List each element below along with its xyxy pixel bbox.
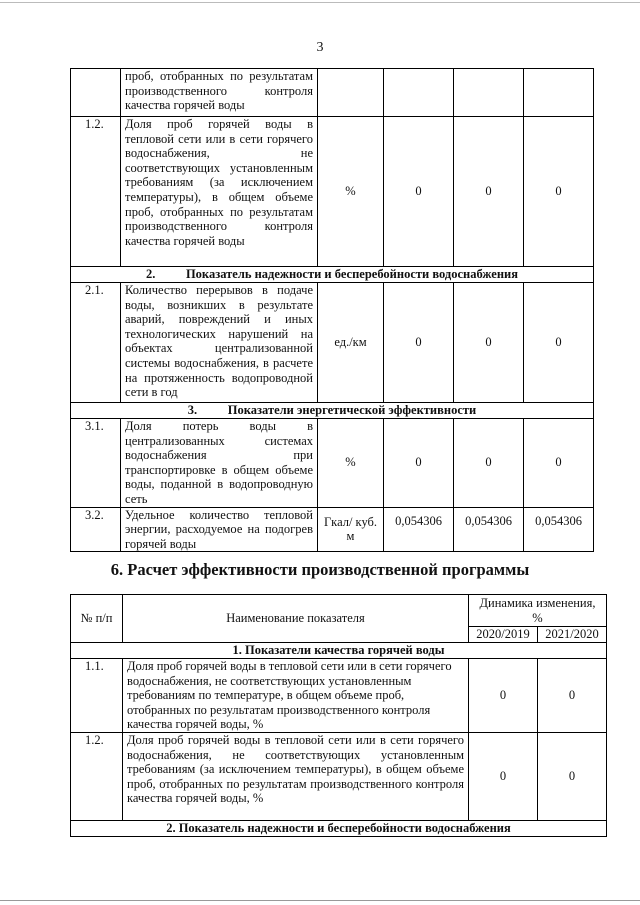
indicator-name: Доля проб горячей воды в тепловой сети или в сети горячего водоснабжения, не соответствующих установленным требованиям (за исключением температуры), в общем объеме проб, отобранных по результатам производственного контроля качества горячей воды [121,117,318,267]
section-heading [71,267,594,283]
indicator-name: Доля проб горячей воды в тепловой сети или в сети горячего водоснабжения, не соответствующих установленным требованиям по температуре, в общем объеме проб, отобранных по результатам производственного контроля качества горячей воды, % [123,659,469,733]
indicator-name: Доля потерь воды в централизованных системах водоснабжения при транспортировке в общем объеме воды, поданной в водопроводную сеть [121,419,318,508]
value-cell: 0 [384,117,454,267]
header-num: № п/п [71,595,123,643]
value-cell: 0 [469,733,538,821]
unit-cell: % [318,117,384,267]
indicator-name: Удельное количество тепловой энергии, расходуемое на подогрев горячей воды [121,507,318,552]
table-row [71,419,594,508]
section-row [71,643,607,659]
section-heading: 2. Показатель надежности и бесперебойности водоснабжения [71,821,607,837]
section-number: 3. [187,403,198,417]
header-dynamics: Динамика изменения, % [469,595,607,627]
page-number: 3 [316,40,324,55]
value-cell: 0 [454,419,524,508]
row-number: 1.1. [71,659,123,733]
efficiency-table [70,594,607,837]
header-name: Наименование показателя [123,595,469,643]
table-row [71,283,594,403]
value-cell: 0 [384,419,454,508]
unit-cell: ед./км [318,283,384,403]
section-heading-6: 6. Расчет эффективности производственной программы [110,560,530,579]
section-row [71,821,607,837]
section-title: Показатель надежности и бесперебойности водоснабжения [185,267,519,281]
header-year: 2020/2019 [469,627,538,643]
value-cell: 0 [524,419,594,508]
value-cell: 0 [384,283,454,403]
section-number: 2. [145,267,156,281]
value-cell: 0 [469,659,538,733]
value-cell: 0,054306 [384,507,454,552]
table-row [71,659,607,733]
unit-cell [318,69,384,117]
table-row [71,733,607,821]
unit-cell: Гкал/ куб. м [318,507,384,552]
value-cell: 0 [524,283,594,403]
row-number [71,69,121,117]
row-number: 1.2. [71,733,123,821]
value-cell: 0 [538,733,607,821]
indicator-name: Количество перерывов в подаче воды, возникших в результате аварий, повреждений и иных технологических нарушений на объектах централизованной системы водоснабжения, в расчете на протяженность водопроводной сети в год [121,283,318,403]
row-number: 1.2. [71,117,121,267]
section-heading [71,403,594,419]
value-cell: 0 [454,283,524,403]
indicator-name: Доля проб горячей воды в тепловой сети или в сети горячего водоснабжения, не соответствующих установленным требованиям (за исключением температуры), в общем объеме проб, отобранных по результатам производственного контроля качества горячей воды, % [123,733,469,821]
table-row [71,69,594,117]
table-row [71,507,594,552]
value-cell: 0 [454,117,524,267]
header-row [71,595,607,627]
section-title: Показатели энергетической эффективности [227,403,477,417]
value-cell [524,69,594,117]
section-row [71,267,594,283]
section-row [71,403,594,419]
value-cell: 0 [524,117,594,267]
table-row [71,117,594,267]
value-cell [454,69,524,117]
value-cell: 0,054306 [454,507,524,552]
row-number: 3.1. [71,419,121,508]
unit-cell: % [318,419,384,508]
indicators-table [70,68,594,552]
value-cell [384,69,454,117]
row-number: 2.1. [71,283,121,403]
header-year: 2021/2020 [538,627,607,643]
row-number: 3.2. [71,507,121,552]
page-top-edge [0,2,640,3]
section-heading: 1. Показатели качества горячей воды [71,643,607,659]
page-bottom-edge [0,900,640,901]
indicator-name: проб, отобранных по результатам производственного контроля качества горячей воды [121,69,318,117]
value-cell: 0,054306 [524,507,594,552]
value-cell: 0 [538,659,607,733]
